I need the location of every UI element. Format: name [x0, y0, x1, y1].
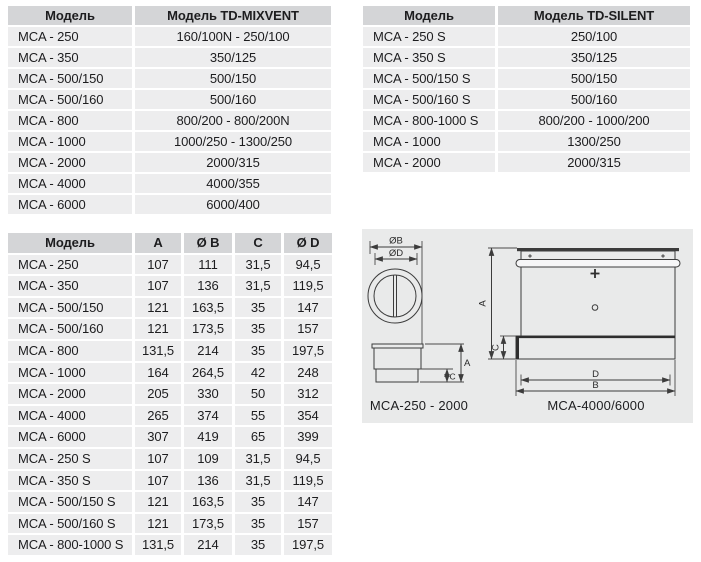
value-cell: 264,5: [184, 363, 232, 383]
value-cell: 31,5: [235, 255, 281, 275]
dim-label-a-right: A: [477, 300, 489, 307]
value-cell: 350/125: [135, 48, 331, 67]
table-header-cell: Модель TD-MIXVENT: [135, 6, 331, 25]
table-row: [8, 174, 331, 193]
value-cell: 31,5: [235, 449, 281, 469]
value-cell: 354: [284, 406, 332, 426]
value-cell: 163,5: [184, 492, 232, 512]
value-cell: 2000/315: [498, 153, 690, 172]
table-row: [8, 471, 332, 491]
table-row: [8, 406, 332, 426]
value-cell: 350/125: [498, 48, 690, 67]
table-row: [8, 319, 332, 339]
table-row: [8, 363, 332, 383]
table-header-cell: A: [135, 233, 181, 253]
damper-outer-circle: [368, 269, 422, 323]
value-cell: 107: [135, 449, 181, 469]
model-cell: MCA - 500/160: [8, 319, 132, 339]
value-cell: 160/100N - 250/100: [135, 27, 331, 46]
model-cell: MCA - 500/160 S: [363, 90, 495, 109]
table-row: [8, 514, 332, 534]
table-header-row: [8, 6, 331, 25]
value-cell: 131,5: [135, 341, 181, 361]
table-row: [363, 90, 690, 109]
value-cell: 121: [135, 514, 181, 534]
dim-label-od: ØD: [388, 248, 404, 259]
value-cell: 136: [184, 276, 232, 296]
damper-inner-circle: [374, 275, 416, 317]
table-header-row: [8, 233, 332, 253]
model-cell: MCA - 500/150 S: [8, 492, 132, 512]
technical-drawing: [362, 229, 693, 423]
value-cell: 31,5: [235, 276, 281, 296]
table-row: [8, 90, 331, 109]
value-cell: 173,5: [184, 514, 232, 534]
value-cell: 35: [235, 341, 281, 361]
dim-label-ob: ØB: [389, 235, 403, 247]
table-row: [8, 276, 332, 296]
value-cell: 307: [135, 427, 181, 447]
model-cell: MCA - 6000: [8, 427, 132, 447]
value-cell: 500/160: [498, 90, 690, 109]
value-cell: 214: [184, 341, 232, 361]
model-cell: MCA - 2000: [8, 384, 132, 404]
model-cell: MCA - 350 S: [363, 48, 495, 67]
dim-label-b: B: [592, 380, 599, 391]
table-header-cell: Ø D: [284, 233, 332, 253]
bottom-section: [516, 336, 675, 359]
value-cell: 173,5: [184, 319, 232, 339]
table-header-cell: Модель TD-SILENT: [498, 6, 690, 25]
value-cell: 94,5: [284, 449, 332, 469]
value-cell: 107: [135, 255, 181, 275]
model-cell: MCA - 4000: [8, 174, 132, 193]
table-header-row: [363, 6, 690, 25]
screw-marks: [528, 254, 665, 258]
model-cell: MCA - 2000: [8, 153, 132, 172]
table-row: [8, 341, 332, 361]
value-cell: 2000/315: [135, 153, 331, 172]
model-cell: MCA - 6000: [8, 195, 132, 214]
value-cell: 419: [184, 427, 232, 447]
model-cell: MCA - 800: [8, 111, 132, 130]
value-cell: 119,5: [284, 471, 332, 491]
table-row: [8, 449, 332, 469]
model-cell: MCA - 2000: [363, 153, 495, 172]
table-row: [8, 132, 331, 151]
value-cell: 121: [135, 319, 181, 339]
value-cell: 147: [284, 298, 332, 318]
table-row: [8, 384, 332, 404]
model-cell: MCA - 350: [8, 48, 132, 67]
model-cell: MCA - 1000: [363, 132, 495, 151]
table-row: [363, 48, 690, 67]
value-cell: 35: [235, 514, 281, 534]
table-row: [8, 153, 331, 172]
table-dimensions: [5, 231, 335, 557]
value-cell: 399: [284, 427, 332, 447]
value-cell: 119,5: [284, 276, 332, 296]
value-cell: 1300/250: [498, 132, 690, 151]
value-cell: 250/100: [498, 27, 690, 46]
value-cell: 35: [235, 298, 281, 318]
right-drawing: [478, 248, 681, 413]
value-cell: 374: [184, 406, 232, 426]
dim-label-d: D: [592, 369, 599, 380]
table-header-cell: Модель: [8, 6, 132, 25]
value-cell: 147: [284, 492, 332, 512]
value-cell: 136: [184, 471, 232, 491]
value-cell: 500/160: [135, 90, 331, 109]
model-cell: MCA - 500/160 S: [8, 514, 132, 534]
model-cell: MCA - 350 S: [8, 471, 132, 491]
value-cell: 205: [135, 384, 181, 404]
value-cell: 65: [235, 427, 281, 447]
dim-label-c-left: C: [449, 371, 456, 382]
table-row: [363, 132, 690, 151]
value-cell: 50: [235, 384, 281, 404]
table-row: [8, 27, 331, 46]
table-row: [363, 27, 690, 46]
left-drawing: [368, 236, 471, 414]
cross-mark: [591, 269, 600, 278]
table-row: [363, 111, 690, 130]
value-cell: 121: [135, 298, 181, 318]
value-cell: 800/200 - 800/200N: [135, 111, 331, 130]
table-row: [8, 48, 331, 67]
value-cell: 248: [284, 363, 332, 383]
model-cell: MCA - 250 S: [8, 449, 132, 469]
value-cell: 312: [284, 384, 332, 404]
value-cell: 42: [235, 363, 281, 383]
flange-plate: [372, 344, 423, 348]
value-cell: 1000/250 - 1300/250: [135, 132, 331, 151]
value-cell: 500/150: [498, 69, 690, 88]
table-header-cell: Модель: [8, 233, 132, 253]
value-cell: 94,5: [284, 255, 332, 275]
value-cell: 163,5: [184, 298, 232, 318]
table-row: [363, 153, 690, 172]
table-row: [8, 427, 332, 447]
value-cell: 121: [135, 492, 181, 512]
value-cell: 55: [235, 406, 281, 426]
center-hole: [592, 305, 598, 311]
left-drawing-caption: MCA-250 - 2000: [369, 398, 469, 413]
value-cell: 157: [284, 514, 332, 534]
value-cell: 107: [135, 471, 181, 491]
value-cell: 330: [184, 384, 232, 404]
value-cell: 197,5: [284, 535, 332, 555]
dim-label-a-left: A: [464, 358, 471, 369]
model-cell: MCA - 500/150: [8, 298, 132, 318]
dim-label-c-right: C: [490, 344, 502, 351]
model-cell: MCA - 250 S: [363, 27, 495, 46]
model-cell: MCA - 350: [8, 276, 132, 296]
value-cell: 197,5: [284, 341, 332, 361]
right-drawing-caption: MCA-4000/6000: [547, 398, 645, 413]
value-cell: 800/200 - 1000/200: [498, 111, 690, 130]
table-row: [8, 492, 332, 512]
clamp-band: [516, 260, 680, 268]
value-cell: 35: [235, 492, 281, 512]
model-cell: MCA - 800: [8, 341, 132, 361]
table-header-cell: Ø B: [184, 233, 232, 253]
value-cell: 107: [135, 276, 181, 296]
value-cell: 164: [135, 363, 181, 383]
value-cell: 109: [184, 449, 232, 469]
table-row: [8, 111, 331, 130]
model-cell: MCA - 800-1000 S: [8, 535, 132, 555]
model-cell: MCA - 500/160: [8, 90, 132, 109]
body-section: [374, 348, 421, 369]
value-cell: 157: [284, 319, 332, 339]
table-row: [363, 69, 690, 88]
value-cell: 4000/355: [135, 174, 331, 193]
model-cell: MCA - 500/150: [8, 69, 132, 88]
spigot-section: [376, 369, 418, 382]
value-cell: 131,5: [135, 535, 181, 555]
value-cell: 500/150: [135, 69, 331, 88]
table-header-cell: Модель: [363, 6, 495, 25]
table-row: [8, 255, 332, 275]
value-cell: 265: [135, 406, 181, 426]
model-cell: MCA - 800-1000 S: [363, 111, 495, 130]
value-cell: 31,5: [235, 471, 281, 491]
value-cell: 35: [235, 535, 281, 555]
table-row: [8, 535, 332, 555]
model-cell: MCA - 250: [8, 255, 132, 275]
value-cell: 35: [235, 319, 281, 339]
drawing-panel: [362, 229, 693, 423]
model-cell: MCA - 4000: [8, 406, 132, 426]
model-cell: MCA - 1000: [8, 363, 132, 383]
model-cell: MCA - 250: [8, 27, 132, 46]
table-mixvent: [5, 4, 334, 216]
value-cell: 111: [184, 255, 232, 275]
table-header-cell: C: [235, 233, 281, 253]
table-row: [8, 69, 331, 88]
table-silent: [360, 4, 693, 174]
value-cell: 214: [184, 535, 232, 555]
model-cell: MCA - 500/150 S: [363, 69, 495, 88]
table-row: [8, 195, 331, 214]
model-cell: MCA - 1000: [8, 132, 132, 151]
value-cell: 6000/400: [135, 195, 331, 214]
table-row: [8, 298, 332, 318]
